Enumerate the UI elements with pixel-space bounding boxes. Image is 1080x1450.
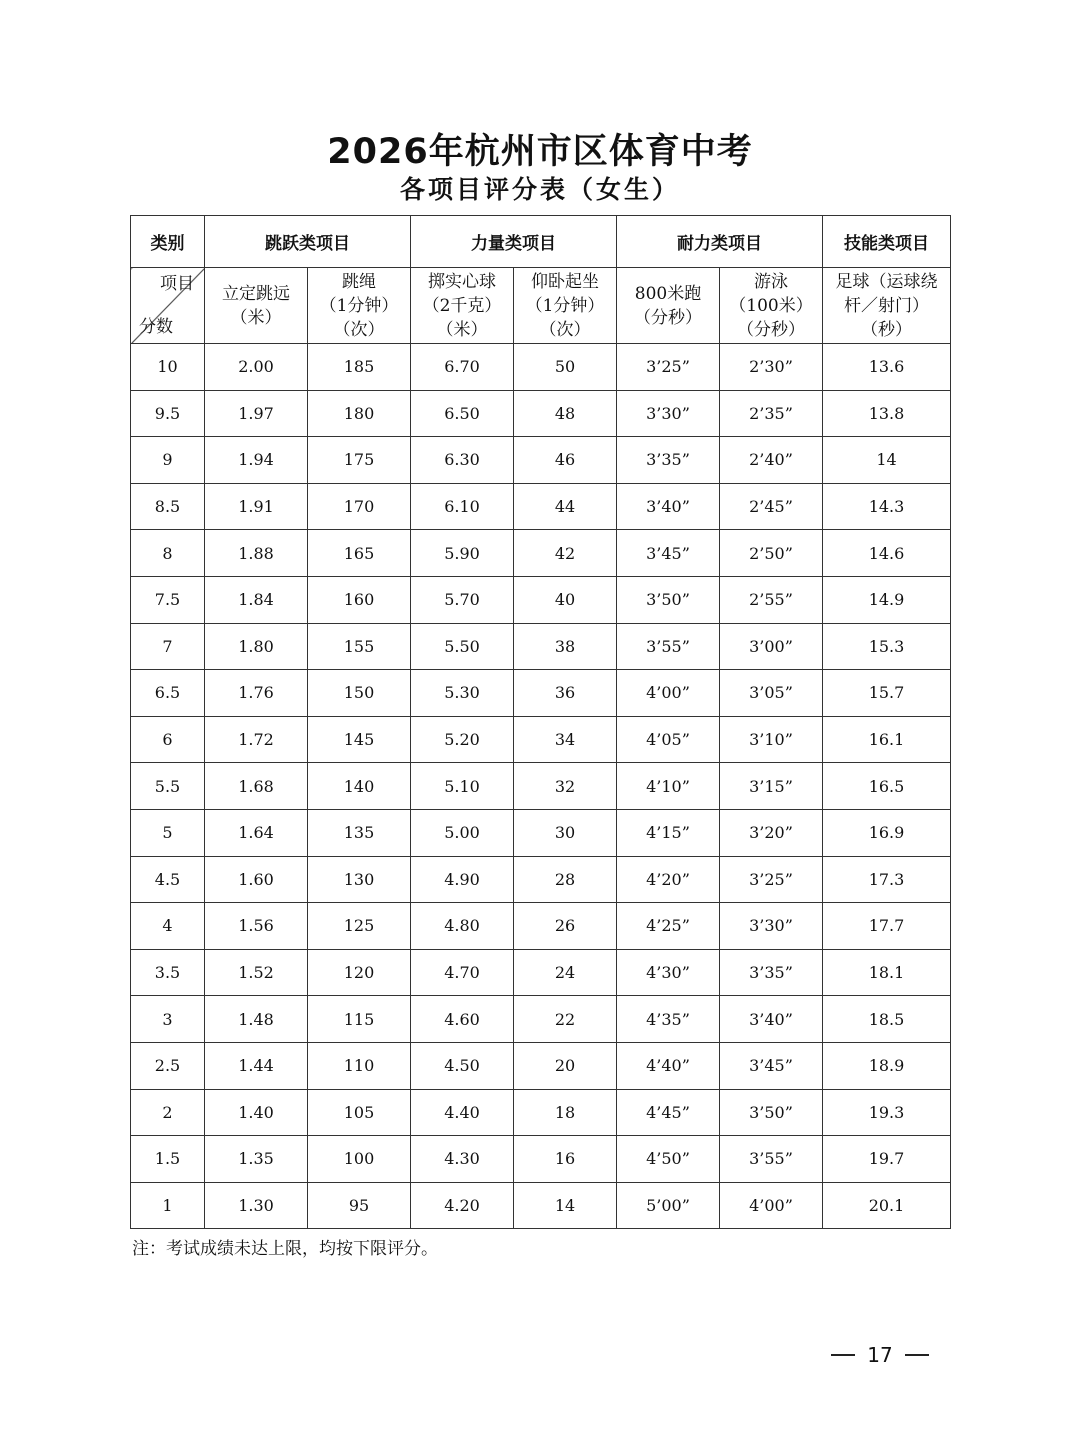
cell-sit-ups: 44	[514, 483, 617, 530]
cell-swimming: 3’40”	[720, 996, 823, 1043]
cell-800m-run: 3’45”	[617, 530, 720, 577]
cell-sit-ups: 42	[514, 530, 617, 577]
cell-sit-ups: 48	[514, 390, 617, 437]
cell-sit-ups: 18	[514, 1089, 617, 1136]
cell-sit-ups: 24	[514, 949, 617, 996]
cell-medicine-ball: 5.50	[411, 623, 514, 670]
cell-score: 1	[131, 1182, 205, 1229]
cell-score: 9.5	[131, 390, 205, 437]
cell-medicine-ball: 6.50	[411, 390, 514, 437]
cell-rope-skipping: 115	[308, 996, 411, 1043]
cell-football: 16.5	[823, 763, 951, 810]
cell-standing-long-jump: 1.80	[205, 623, 308, 670]
cell-sit-ups: 30	[514, 809, 617, 856]
cell-swimming: 2’45”	[720, 483, 823, 530]
cell-rope-skipping: 175	[308, 437, 411, 484]
cell-rope-skipping: 105	[308, 1089, 411, 1136]
cell-standing-long-jump: 1.91	[205, 483, 308, 530]
cell-medicine-ball: 5.90	[411, 530, 514, 577]
cell-standing-long-jump: 1.30	[205, 1182, 308, 1229]
cell-rope-skipping: 180	[308, 390, 411, 437]
item-header-line: （分秒）	[634, 307, 702, 328]
cell-standing-long-jump: 1.94	[205, 437, 308, 484]
item-header-rope-skipping	[308, 268, 411, 344]
cell-sit-ups: 20	[514, 1042, 617, 1089]
cell-score: 2	[131, 1089, 205, 1136]
cell-rope-skipping: 130	[308, 856, 411, 903]
category-endurance: 耐力类项目	[617, 216, 823, 268]
cell-swimming: 3’35”	[720, 949, 823, 996]
item-header-line: （米）	[436, 319, 488, 340]
cell-rope-skipping: 120	[308, 949, 411, 996]
cell-score: 3	[131, 996, 205, 1043]
cell-swimming: 3’30”	[720, 903, 823, 950]
cell-rope-skipping: 150	[308, 670, 411, 717]
cell-standing-long-jump: 1.84	[205, 576, 308, 623]
cell-score: 5	[131, 809, 205, 856]
cell-800m-run: 4’50”	[617, 1136, 720, 1183]
cell-rope-skipping: 160	[308, 576, 411, 623]
table-row	[131, 949, 951, 996]
cell-rope-skipping: 135	[308, 809, 411, 856]
cell-rope-skipping: 155	[308, 623, 411, 670]
item-header-line: （分秒）	[737, 319, 805, 340]
cell-rope-skipping: 170	[308, 483, 411, 530]
cell-swimming: 3’10”	[720, 716, 823, 763]
page-number-dash-right	[905, 1354, 929, 1356]
cell-swimming: 3’50”	[720, 1089, 823, 1136]
item-header-line: 立定跳远	[222, 283, 290, 304]
cell-sit-ups: 26	[514, 903, 617, 950]
item-header-line: 仰卧起坐	[531, 271, 599, 292]
cell-rope-skipping: 125	[308, 903, 411, 950]
item-header-row	[131, 268, 951, 344]
table-row	[131, 716, 951, 763]
footnote: 注：考试成绩未达上限，均按下限评分。	[132, 1239, 438, 1259]
cell-sit-ups: 28	[514, 856, 617, 903]
cell-sit-ups: 34	[514, 716, 617, 763]
item-header-line: （次）	[539, 319, 591, 340]
cell-swimming: 2’35”	[720, 390, 823, 437]
cell-score: 8.5	[131, 483, 205, 530]
cell-football: 14.3	[823, 483, 951, 530]
category-label: 类别	[131, 216, 205, 268]
cell-medicine-ball: 5.00	[411, 809, 514, 856]
cell-score: 6	[131, 716, 205, 763]
cell-score: 4	[131, 903, 205, 950]
cell-football: 18.1	[823, 949, 951, 996]
table-row	[131, 809, 951, 856]
page-number-value: 17	[867, 1343, 893, 1367]
cell-swimming: 2’50”	[720, 530, 823, 577]
cell-swimming: 3’55”	[720, 1136, 823, 1183]
cell-sit-ups: 38	[514, 623, 617, 670]
cell-800m-run: 4’15”	[617, 809, 720, 856]
cell-swimming: 3’45”	[720, 1042, 823, 1089]
item-header-line: 掷实心球	[428, 271, 496, 292]
cell-standing-long-jump: 1.44	[205, 1042, 308, 1089]
item-header-line: 800米跑	[634, 283, 702, 304]
cell-football: 17.3	[823, 856, 951, 903]
cell-football: 18.9	[823, 1042, 951, 1089]
item-header-line: 游泳	[754, 271, 788, 292]
item-header-sit-ups	[514, 268, 617, 344]
cell-standing-long-jump: 1.40	[205, 1089, 308, 1136]
table-row	[131, 437, 951, 484]
item-header-line: （1分钟）	[525, 295, 605, 316]
cell-swimming: 3’20”	[720, 809, 823, 856]
category-header-row	[131, 216, 951, 268]
table-row	[131, 530, 951, 577]
category-skill: 技能类项目	[823, 216, 951, 268]
cell-score: 7.5	[131, 576, 205, 623]
table-row	[131, 903, 951, 950]
cell-800m-run: 3’25”	[617, 344, 720, 391]
cell-800m-run: 3’55”	[617, 623, 720, 670]
table-row	[131, 1136, 951, 1183]
cell-standing-long-jump: 1.72	[205, 716, 308, 763]
cell-swimming: 2’30”	[720, 344, 823, 391]
item-header-line: （秒）	[861, 319, 912, 340]
table-row	[131, 996, 951, 1043]
table-row	[131, 763, 951, 810]
diag-item-label: 项目	[160, 274, 194, 294]
cell-medicine-ball: 4.80	[411, 903, 514, 950]
cell-medicine-ball: 6.30	[411, 437, 514, 484]
item-header-line: （2千克）	[422, 295, 502, 316]
cell-800m-run: 4’45”	[617, 1089, 720, 1136]
cell-medicine-ball: 5.70	[411, 576, 514, 623]
table-row	[131, 1089, 951, 1136]
cell-score: 1.5	[131, 1136, 205, 1183]
item-header-line: 足球（运球绕	[835, 271, 938, 292]
cell-football: 18.5	[823, 996, 951, 1043]
cell-score: 5.5	[131, 763, 205, 810]
cell-medicine-ball: 4.40	[411, 1089, 514, 1136]
cell-swimming: 3’00”	[720, 623, 823, 670]
cell-score: 9	[131, 437, 205, 484]
cell-standing-long-jump: 1.48	[205, 996, 308, 1043]
cell-standing-long-jump: 1.60	[205, 856, 308, 903]
cell-football: 19.3	[823, 1089, 951, 1136]
diag-score-label: 分数	[139, 317, 173, 337]
cell-sit-ups: 14	[514, 1182, 617, 1229]
cell-medicine-ball: 4.60	[411, 996, 514, 1043]
item-header-line: （100米）	[729, 295, 813, 316]
table-row	[131, 390, 951, 437]
cell-medicine-ball: 4.70	[411, 949, 514, 996]
item-header-standing-long-jump	[205, 268, 308, 344]
cell-800m-run: 3’50”	[617, 576, 720, 623]
cell-standing-long-jump: 1.52	[205, 949, 308, 996]
item-header-swimming	[720, 268, 823, 344]
item-header-line: 跳绳	[342, 271, 376, 292]
cell-score: 3.5	[131, 949, 205, 996]
cell-medicine-ball: 5.30	[411, 670, 514, 717]
score-table-body	[131, 344, 951, 1229]
diagonal-header-cell	[131, 268, 205, 344]
table-row	[131, 623, 951, 670]
cell-football: 14.6	[823, 530, 951, 577]
cell-800m-run: 4’20”	[617, 856, 720, 903]
item-header-line: （次）	[333, 319, 385, 340]
cell-sit-ups: 40	[514, 576, 617, 623]
cell-800m-run: 3’40”	[617, 483, 720, 530]
cell-swimming: 3’05”	[720, 670, 823, 717]
cell-swimming: 3’25”	[720, 856, 823, 903]
table-row	[131, 576, 951, 623]
cell-800m-run: 4’05”	[617, 716, 720, 763]
cell-sit-ups: 22	[514, 996, 617, 1043]
cell-football: 13.8	[823, 390, 951, 437]
cell-standing-long-jump: 1.35	[205, 1136, 308, 1183]
item-header-800m-run	[617, 268, 720, 344]
cell-standing-long-jump: 1.64	[205, 809, 308, 856]
cell-football: 20.1	[823, 1182, 951, 1229]
cell-sit-ups: 46	[514, 437, 617, 484]
cell-800m-run: 3’30”	[617, 390, 720, 437]
category-strength: 力量类项目	[411, 216, 617, 268]
item-header-line: （1分钟）	[319, 295, 399, 316]
cell-medicine-ball: 4.90	[411, 856, 514, 903]
cell-800m-run: 4’10”	[617, 763, 720, 810]
cell-swimming: 4’00”	[720, 1182, 823, 1229]
cell-800m-run: 5’00”	[617, 1182, 720, 1229]
cell-swimming: 3’15”	[720, 763, 823, 810]
table-row	[131, 1042, 951, 1089]
cell-sit-ups: 36	[514, 670, 617, 717]
cell-football: 19.7	[823, 1136, 951, 1183]
cell-football: 15.7	[823, 670, 951, 717]
cell-football: 14	[823, 437, 951, 484]
cell-rope-skipping: 95	[308, 1182, 411, 1229]
table-row	[131, 670, 951, 717]
cell-medicine-ball: 6.10	[411, 483, 514, 530]
cell-standing-long-jump: 1.97	[205, 390, 308, 437]
cell-football: 15.3	[823, 623, 951, 670]
item-header-football	[823, 268, 951, 344]
cell-800m-run: 4’35”	[617, 996, 720, 1043]
cell-score: 4.5	[131, 856, 205, 903]
cell-800m-run: 4’00”	[617, 670, 720, 717]
table-row	[131, 1182, 951, 1229]
cell-800m-run: 3’35”	[617, 437, 720, 484]
cell-medicine-ball: 5.10	[411, 763, 514, 810]
item-header-medicine-ball	[411, 268, 514, 344]
cell-medicine-ball: 6.70	[411, 344, 514, 391]
cell-football: 16.9	[823, 809, 951, 856]
cell-football: 16.1	[823, 716, 951, 763]
category-jump: 跳跃类项目	[205, 216, 411, 268]
cell-swimming: 2’55”	[720, 576, 823, 623]
cell-800m-run: 4’40”	[617, 1042, 720, 1089]
cell-rope-skipping: 110	[308, 1042, 411, 1089]
scoring-table	[130, 215, 951, 1229]
cell-rope-skipping: 140	[308, 763, 411, 810]
cell-swimming: 2’40”	[720, 437, 823, 484]
page-subtitle: 各项目评分表（女生）	[399, 175, 680, 204]
cell-score: 10	[131, 344, 205, 391]
table-row	[131, 344, 951, 391]
cell-rope-skipping: 145	[308, 716, 411, 763]
page-number	[820, 1343, 940, 1367]
item-header-line: 杆／射门）	[844, 295, 929, 316]
cell-medicine-ball: 4.20	[411, 1182, 514, 1229]
cell-rope-skipping: 100	[308, 1136, 411, 1183]
cell-score: 7	[131, 623, 205, 670]
table-row	[131, 856, 951, 903]
cell-medicine-ball: 4.50	[411, 1042, 514, 1089]
cell-standing-long-jump: 1.88	[205, 530, 308, 577]
cell-score: 8	[131, 530, 205, 577]
cell-football: 13.6	[823, 344, 951, 391]
page-title: 2026年杭州市区体育中考	[327, 132, 753, 172]
cell-standing-long-jump: 1.76	[205, 670, 308, 717]
cell-sit-ups: 50	[514, 344, 617, 391]
cell-sit-ups: 16	[514, 1136, 617, 1183]
cell-standing-long-jump: 1.68	[205, 763, 308, 810]
table-row	[131, 483, 951, 530]
page-number-dash-left	[831, 1354, 855, 1356]
cell-800m-run: 4’30”	[617, 949, 720, 996]
cell-score: 2.5	[131, 1042, 205, 1089]
cell-standing-long-jump: 1.56	[205, 903, 308, 950]
cell-sit-ups: 32	[514, 763, 617, 810]
cell-standing-long-jump: 2.00	[205, 344, 308, 391]
cell-football: 17.7	[823, 903, 951, 950]
item-header-line: （米）	[230, 307, 282, 328]
cell-800m-run: 4’25”	[617, 903, 720, 950]
cell-medicine-ball: 5.20	[411, 716, 514, 763]
cell-football: 14.9	[823, 576, 951, 623]
cell-rope-skipping: 165	[308, 530, 411, 577]
cell-rope-skipping: 185	[308, 344, 411, 391]
cell-medicine-ball: 4.30	[411, 1136, 514, 1183]
cell-score: 6.5	[131, 670, 205, 717]
